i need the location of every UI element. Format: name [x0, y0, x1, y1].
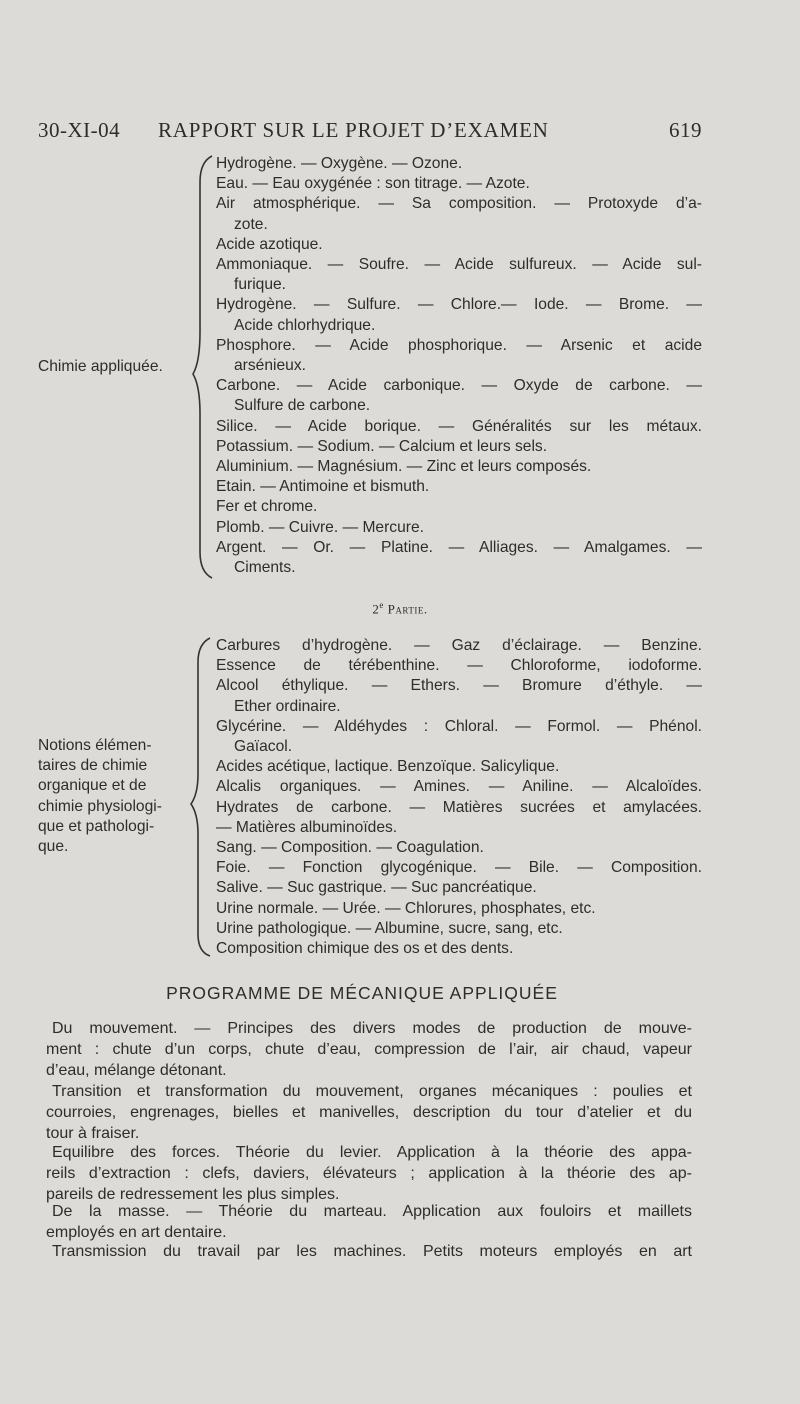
- text-line: Hydrogène. — Oxygène. — Ozone.: [216, 155, 463, 172]
- text-line: Fer et chrome.: [216, 498, 318, 516]
- section1-lines: [216, 154, 702, 578]
- paragraph: [46, 1142, 692, 1205]
- text-line: Transmission du travail par les machines. Petits moteurs employés en art: [52, 1243, 692, 1260]
- text-line: Urine normale. — Urée. — Chlorures, phosphates, etc.: [216, 899, 596, 917]
- paragraph: [46, 1018, 692, 1081]
- text-line: Phosphore. — Acide phosphorique. — Arsenic et acide: [216, 336, 702, 354]
- section2-side-label: [38, 736, 162, 857]
- text-line: Glycérine. — Aldéhydes : Chloral. — Formol. — Phénol.: [216, 717, 702, 735]
- text-line: Ciments.: [234, 559, 296, 577]
- text-line: Alcool éthylique. — Ethers. — Bromure d’éthyle. —: [216, 677, 702, 695]
- running-header: [38, 118, 702, 148]
- section1-side-label: Chimie appliquée.: [38, 358, 163, 375]
- text-line: Ether ordinaire.: [234, 697, 341, 715]
- text-line: Gaïacol.: [234, 738, 293, 756]
- text-line: furique.: [234, 276, 287, 294]
- text-line: Composition chimique des os et des dents.: [216, 940, 514, 958]
- text-line: Alcalis organiques. — Amines. — Aniline. — Alcaloïdes.: [216, 778, 702, 796]
- text-line: Essence de térébenthine. — Chloroforme, iodoforme.: [216, 657, 702, 675]
- text-line: courroies, engrenages, bielles et manivelles, description du tour d’atelier et du: [46, 1104, 692, 1121]
- side-label-line: que et pathologi-: [38, 817, 155, 835]
- text-line: Air atmosphérique. — Sa composition. — Protoxyde d’a-: [216, 195, 702, 213]
- side-label-line: taires de chimie: [38, 757, 148, 775]
- text-line: Sang. — Composition. — Coagulation.: [216, 839, 484, 857]
- text-line: De la masse. — Théorie du marteau. Application aux fouloirs et maillets: [52, 1203, 692, 1220]
- side-label-line: organique et de: [38, 777, 147, 795]
- part-superscript: e: [379, 600, 384, 610]
- text-line: Argent. — Or. — Platine. — Alliages. — Amalgames. —: [216, 538, 702, 556]
- text-line: Sulfure de carbone.: [234, 397, 371, 415]
- text-line: Urine pathologique. — Albumine, sucre, sang, etc.: [216, 919, 563, 937]
- text-line: arsénieux.: [234, 357, 306, 375]
- part-number: 2: [372, 601, 380, 617]
- text-line: Potassium. — Sodium. — Calcium et leurs sels.: [216, 437, 548, 455]
- text-line: zote.: [234, 215, 268, 233]
- part-label: Partie.: [387, 601, 428, 617]
- text-line: ment : chute d’un corps, chute d’eau, compression de l’air, air chaud, vapeur: [46, 1041, 692, 1058]
- text-line: Etain. — Antimoine et bismuth.: [216, 478, 430, 496]
- text-line: Transition et transformation du mouvement, organes mécaniques : poulies et: [52, 1083, 692, 1100]
- text-line: Equilibre des forces. Théorie du levier. Application à la théorie des appa-: [52, 1144, 692, 1161]
- text-line: Hydrogène. — Sulfure. — Chlore.— Iode. — Brome. —: [216, 296, 702, 314]
- text-line: Carbone. — Acide carbonique. — Oxyde de carbone. —: [216, 377, 702, 395]
- side-label-line: Notions élémen-: [38, 737, 152, 754]
- text-line: Acides acétique, lactique. Benzoïque. Salicylique.: [216, 758, 560, 776]
- text-line: Acide azotique.: [216, 235, 323, 253]
- paragraph: [46, 1201, 692, 1243]
- section2-lines: [216, 636, 702, 959]
- header-title: RAPPORT SUR LE PROJET D’EXAMEN: [158, 118, 549, 142]
- text-line: Du mouvement. — Principes des divers modes de production de mouve-: [52, 1020, 692, 1037]
- text-line: Hydrates de carbone. — Matières sucrées et amylacées.: [216, 798, 702, 816]
- text-line: tour à fraiser.: [46, 1125, 140, 1142]
- text-line: Plomb. — Cuivre. — Mercure.: [216, 518, 424, 536]
- side-label-line: chimie physiologi-: [38, 797, 162, 815]
- text-line: Ammoniaque. — Soufre. — Acide sulfureux. — Acide sul-: [216, 256, 702, 274]
- text-line: Silice. — Acide borique. — Généralités sur les métaux.: [216, 417, 702, 435]
- text-line: Acide chlorhydrique.: [234, 316, 376, 334]
- side-label-line: que.: [38, 838, 69, 856]
- section-title: PROGRAMME DE MÉCANIQUE APPLIQUÉE: [166, 983, 558, 1003]
- paragraph: [46, 1081, 692, 1144]
- text-line: Salive. — Suc gastrique. — Suc pancréatique.: [216, 879, 537, 897]
- section2-brace: [188, 634, 218, 960]
- header-date: 30-XI-04: [38, 118, 121, 142]
- paragraph: [52, 1241, 692, 1262]
- text-line: — Matières albuminoïdes.: [216, 818, 398, 836]
- text-line: d’eau, mélange détonant.: [46, 1062, 227, 1079]
- text-line: Eau. — Eau oxygénée : son titrage. — Azote.: [216, 175, 530, 193]
- text-line: Aluminium. — Magnésium. — Zinc et leurs composés.: [216, 458, 592, 476]
- text-line: pareils de redressement les plus simples.: [46, 1186, 340, 1203]
- page-number: 619: [669, 118, 702, 142]
- part-heading: [0, 600, 800, 617]
- text-line: reils d’extraction : clefs, daviers, élévateurs ; application à la théorie des ap-: [46, 1165, 692, 1182]
- text-line: Carbures d’hydrogène. — Gaz d’éclairage. — Benzine.: [216, 637, 702, 654]
- text-line: Foie. — Fonction glycogénique. — Bile. — Composition.: [216, 859, 702, 877]
- text-line: employés en art dentaire.: [46, 1224, 227, 1241]
